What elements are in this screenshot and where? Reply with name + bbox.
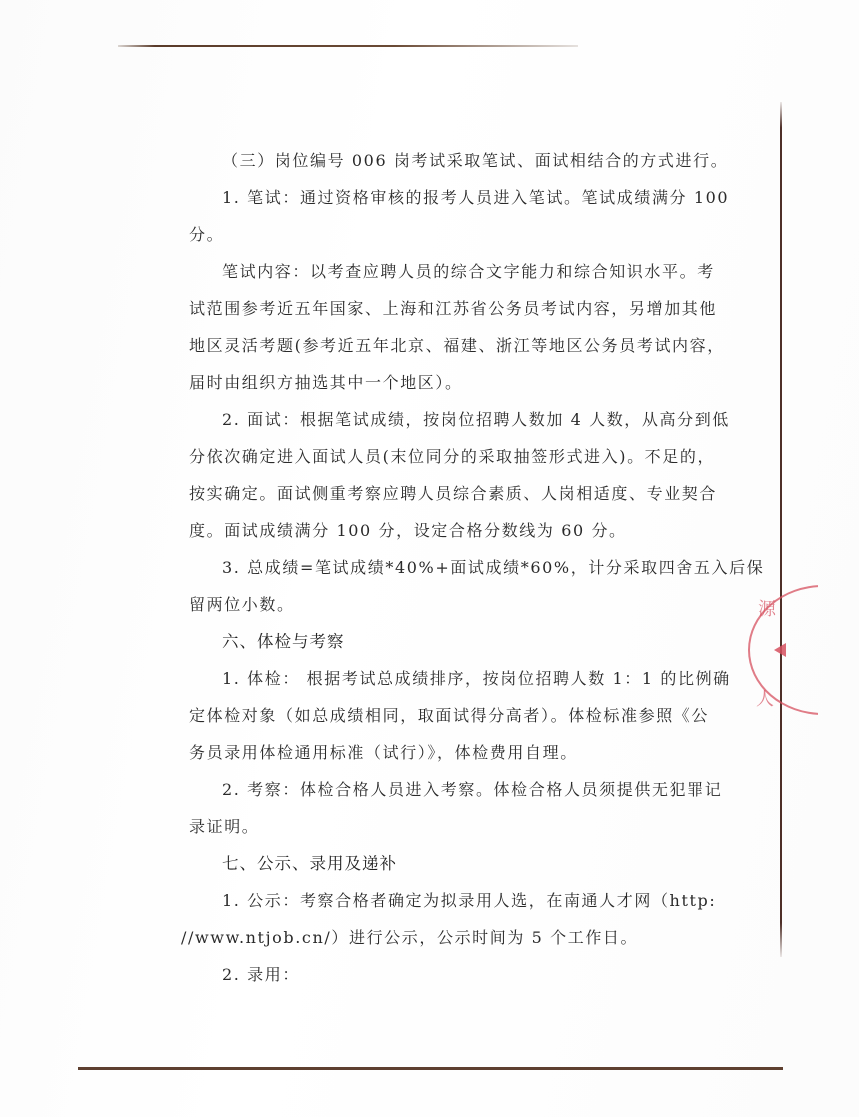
total-score-line: 3. 总成绩=笔试成绩*40%+面试成绩*60%，计分采取四舍五入后保 <box>222 558 765 577</box>
document-body <box>181 142 765 993</box>
written-content-line: 届时由组织方抽选其中一个地区）。 <box>189 373 463 392</box>
publicity-line: //www.ntjob.cn/）进行公示，公示时间为 5 个工作日。 <box>181 928 639 947</box>
interview-line: 分依次确定进入面试人员(末位同分的采取抽签形式进入)。不足的， <box>189 447 716 466</box>
right-binding-line <box>780 102 782 957</box>
physical-exam-line: 务员录用体检通用标准（试行）》，体检费用自理。 <box>189 743 578 762</box>
physical-exam-line: 1. 体检： 根据考试总成绩排序，按岗位招聘人数 1：1 的比例确 <box>222 669 731 688</box>
seal-char: 人 <box>756 689 774 710</box>
inspection-line: 录证明。 <box>189 817 260 836</box>
written-exam-line: 1. 笔试：通过资格审核的报考人员进入笔试。笔试成绩满分 100 <box>222 188 730 207</box>
bottom-border-line <box>78 1067 783 1070</box>
interview-line: 2. 面试：根据笔试成绩，按岗位招聘人数加 4 人数，从高分到低 <box>222 410 730 429</box>
top-border-line <box>118 45 578 47</box>
interview-line: 按实确定。面试侧重考察应聘人员综合素质、人岗相适度、专业契合 <box>189 484 718 503</box>
physical-exam-line: 定体检对象（如总成绩相同，取面试得分高者）。体检标准参照《公 <box>189 706 710 725</box>
inspection-line: 2. 考察：体检合格人员进入考察。体检合格人员须提供无犯罪记 <box>222 780 723 799</box>
hiring-line: 2. 录用： <box>222 965 300 984</box>
total-score-line: 留两位小数。 <box>189 595 295 614</box>
section-6-heading: 六、体检与考察 <box>222 632 345 651</box>
publicity-line: 1. 公示：考察合格者确定为拟录用人选，在南通人才网（http: <box>222 891 717 910</box>
written-content-line: 笔试内容：以考查应聘人员的综合文字能力和综合知识水平。考 <box>222 262 715 281</box>
section-3-intro: （三）岗位编号 006 岗考试采取笔试、面试相结合的方式进行。 <box>222 151 729 170</box>
official-seal-stamp <box>748 585 818 715</box>
section-7-heading: 七、公示、录用及递补 <box>222 854 397 873</box>
written-exam-line: 分。 <box>189 225 225 244</box>
interview-line: 度。面试成绩满分 100 分，设定合格分数线为 60 分。 <box>189 521 627 540</box>
seal-char: 源 <box>758 599 776 620</box>
seal-star-icon <box>774 643 786 657</box>
written-content-line: 地区灵活考题(参考近五年北京、福建、浙江等地区公务员考试内容， <box>189 336 725 355</box>
written-content-line: 试范围参考近五年国家、上海和江苏省公务员考试内容，另增加其他 <box>189 299 718 318</box>
